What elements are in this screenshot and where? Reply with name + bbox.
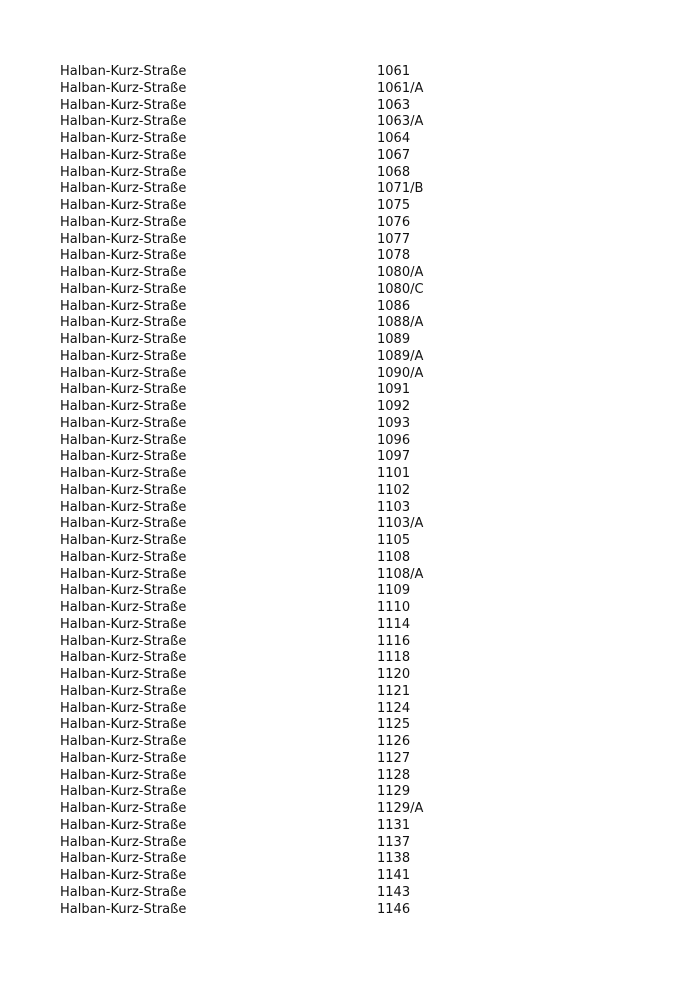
street-name-cell: Halban-Kurz-Straße [60, 884, 187, 900]
street-name-cell: Halban-Kurz-Straße [60, 851, 187, 867]
street-name-cell: Halban-Kurz-Straße [60, 901, 187, 917]
table-row [60, 650, 540, 667]
house-number-cell: 1096 [377, 432, 411, 448]
address-table [60, 64, 540, 918]
house-number-cell: 1124 [377, 700, 411, 716]
street-name-cell: Halban-Kurz-Straße [60, 147, 187, 163]
house-number-cell: 1093 [377, 415, 411, 431]
table-row [60, 634, 540, 651]
house-number-cell: 1120 [377, 667, 411, 682]
street-name-cell: Halban-Kurz-Straße [60, 533, 187, 548]
table-row [60, 416, 540, 433]
table-row [60, 701, 540, 718]
house-number-cell: 1108 [377, 549, 411, 565]
street-name-cell: Halban-Kurz-Straße [60, 516, 187, 532]
house-number-cell: 1063/A [377, 114, 424, 130]
table-row [60, 885, 540, 902]
street-name-cell: Halban-Kurz-Straße [60, 164, 187, 180]
table-row [60, 500, 540, 517]
table-row [60, 433, 540, 450]
table-row [60, 483, 540, 500]
house-number-cell: 1061/A [377, 80, 424, 96]
street-name-cell: Halban-Kurz-Straße [60, 231, 187, 247]
street-name-cell: Halban-Kurz-Straße [60, 214, 187, 230]
street-name-cell: Halban-Kurz-Straße [60, 583, 187, 599]
house-number-cell: 1114 [377, 616, 411, 632]
street-name-cell: Halban-Kurz-Straße [60, 64, 187, 79]
street-name-cell: Halban-Kurz-Straße [60, 817, 187, 833]
house-number-cell: 1129 [377, 784, 411, 800]
street-name-cell: Halban-Kurz-Straße [60, 482, 187, 498]
street-name-cell: Halban-Kurz-Straße [60, 700, 187, 716]
house-number-cell: 1137 [377, 834, 411, 850]
house-number-cell: 1064 [377, 131, 411, 146]
street-name-cell: Halban-Kurz-Straße [60, 801, 187, 816]
street-name-cell: Halban-Kurz-Straße [60, 265, 187, 280]
house-number-cell: 1089/A [377, 348, 424, 364]
house-number-cell: 1108/A [377, 566, 424, 582]
house-number-cell: 1091 [377, 382, 411, 398]
table-row [60, 533, 540, 550]
table-row [60, 399, 540, 416]
street-name-cell: Halban-Kurz-Straße [60, 432, 187, 448]
street-name-cell: Halban-Kurz-Straße [60, 616, 187, 632]
table-row [60, 667, 540, 684]
house-number-cell: 1118 [377, 650, 411, 666]
house-number-cell: 1143 [377, 884, 411, 900]
table-row [60, 131, 540, 148]
house-number-cell: 1138 [377, 851, 411, 867]
table-row [60, 382, 540, 399]
street-name-cell: Halban-Kurz-Straße [60, 767, 187, 783]
table-row [60, 717, 540, 734]
house-number-cell: 1131 [377, 817, 411, 833]
table-row [60, 98, 540, 115]
table-row [60, 299, 540, 316]
house-number-cell: 1075 [377, 198, 411, 213]
house-number-cell: 1127 [377, 750, 411, 766]
street-name-cell: Halban-Kurz-Straße [60, 600, 187, 615]
street-name-cell: Halban-Kurz-Straße [60, 315, 187, 331]
table-row [60, 751, 540, 768]
street-name-cell: Halban-Kurz-Straße [60, 650, 187, 666]
street-name-cell: Halban-Kurz-Straße [60, 298, 187, 314]
street-name-cell: Halban-Kurz-Straße [60, 415, 187, 431]
table-row [60, 466, 540, 483]
street-name-cell: Halban-Kurz-Straße [60, 683, 187, 699]
street-name-cell: Halban-Kurz-Straße [60, 549, 187, 565]
table-row [60, 818, 540, 835]
house-number-cell: 1103 [377, 499, 411, 515]
house-number-cell: 1109 [377, 583, 411, 599]
street-name-cell: Halban-Kurz-Straße [60, 382, 187, 398]
street-name-cell: Halban-Kurz-Straße [60, 717, 187, 733]
street-name-cell: Halban-Kurz-Straße [60, 633, 187, 649]
house-number-cell: 1078 [377, 248, 411, 264]
table-row [60, 851, 540, 868]
house-number-cell: 1101 [377, 466, 411, 481]
house-number-cell: 1105 [377, 533, 411, 548]
house-number-cell: 1071/B [377, 181, 424, 197]
house-number-cell: 1080/C [377, 281, 424, 297]
street-name-cell: Halban-Kurz-Straße [60, 399, 187, 414]
table-row [60, 617, 540, 634]
street-name-cell: Halban-Kurz-Straße [60, 97, 187, 113]
house-number-cell: 1121 [377, 683, 411, 699]
street-name-cell: Halban-Kurz-Straße [60, 566, 187, 582]
table-row [60, 165, 540, 182]
table-row [60, 902, 540, 919]
table-row [60, 366, 540, 383]
table-row [60, 282, 540, 299]
table-row [60, 684, 540, 701]
table-row [60, 81, 540, 98]
house-number-cell: 1103/A [377, 516, 424, 532]
house-number-cell: 1061 [377, 64, 411, 79]
street-name-cell: Halban-Kurz-Straße [60, 449, 187, 465]
house-number-cell: 1116 [377, 633, 411, 649]
table-row [60, 550, 540, 567]
house-number-cell: 1077 [377, 231, 411, 247]
street-name-cell: Halban-Kurz-Straße [60, 198, 187, 213]
table-row [60, 198, 540, 215]
house-number-cell: 1110 [377, 600, 411, 615]
house-number-cell: 1146 [377, 901, 411, 917]
table-row [60, 449, 540, 466]
street-name-cell: Halban-Kurz-Straße [60, 834, 187, 850]
table-row [60, 734, 540, 751]
house-number-cell: 1092 [377, 399, 411, 414]
house-number-cell: 1097 [377, 449, 411, 465]
table-row [60, 801, 540, 818]
house-number-cell: 1089 [377, 332, 411, 347]
table-row [60, 181, 540, 198]
street-name-cell: Halban-Kurz-Straße [60, 348, 187, 364]
street-name-cell: Halban-Kurz-Straße [60, 248, 187, 264]
house-number-cell: 1125 [377, 717, 411, 733]
table-row [60, 64, 540, 81]
street-name-cell: Halban-Kurz-Straße [60, 281, 187, 297]
table-row [60, 567, 540, 584]
street-name-cell: Halban-Kurz-Straße [60, 667, 187, 682]
street-name-cell: Halban-Kurz-Straße [60, 868, 187, 883]
table-row [60, 868, 540, 885]
house-number-cell: 1088/A [377, 315, 424, 331]
street-name-cell: Halban-Kurz-Straße [60, 734, 187, 749]
house-number-cell: 1141 [377, 868, 411, 883]
house-number-cell: 1129/A [377, 801, 424, 816]
table-row [60, 784, 540, 801]
street-name-cell: Halban-Kurz-Straße [60, 365, 187, 381]
street-name-cell: Halban-Kurz-Straße [60, 80, 187, 96]
table-row [60, 600, 540, 617]
street-name-cell: Halban-Kurz-Straße [60, 466, 187, 481]
table-row [60, 516, 540, 533]
street-name-cell: Halban-Kurz-Straße [60, 784, 187, 800]
table-row [60, 148, 540, 165]
table-row [60, 768, 540, 785]
house-number-cell: 1086 [377, 298, 411, 314]
house-number-cell: 1090/A [377, 365, 424, 381]
house-number-cell: 1102 [377, 482, 411, 498]
table-row [60, 835, 540, 852]
table-row [60, 232, 540, 249]
house-number-cell: 1126 [377, 734, 411, 749]
house-number-cell: 1128 [377, 767, 411, 783]
street-name-cell: Halban-Kurz-Straße [60, 181, 187, 197]
house-number-cell: 1067 [377, 147, 411, 163]
table-row [60, 315, 540, 332]
street-name-cell: Halban-Kurz-Straße [60, 114, 187, 130]
house-number-cell: 1063 [377, 97, 411, 113]
house-number-cell: 1076 [377, 214, 411, 230]
table-row [60, 265, 540, 282]
table-row [60, 332, 540, 349]
street-name-cell: Halban-Kurz-Straße [60, 750, 187, 766]
house-number-cell: 1080/A [377, 265, 424, 280]
street-name-cell: Halban-Kurz-Straße [60, 131, 187, 146]
street-name-cell: Halban-Kurz-Straße [60, 499, 187, 515]
table-row [60, 349, 540, 366]
table-row [60, 114, 540, 131]
house-number-cell: 1068 [377, 164, 411, 180]
table-row [60, 215, 540, 232]
table-row [60, 248, 540, 265]
street-name-cell: Halban-Kurz-Straße [60, 332, 187, 347]
table-row [60, 583, 540, 600]
